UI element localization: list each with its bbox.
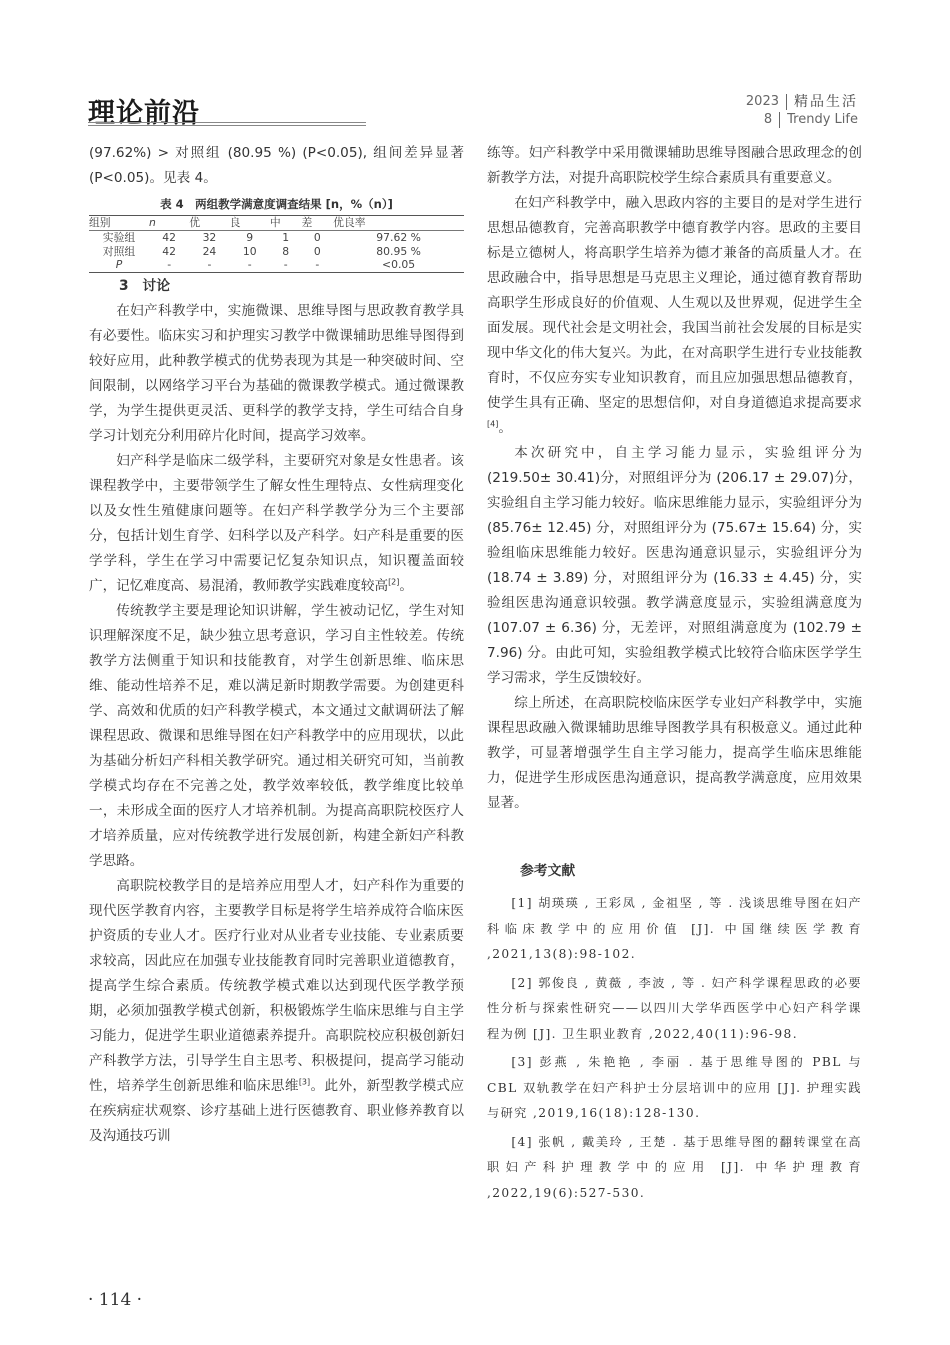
table-cell: 80.95 % — [376, 244, 421, 258]
journal-issue: 8 — [763, 112, 773, 127]
right-column — [487, 141, 862, 1209]
paragraph-text: 妇产科学是临床二级学科，主要研究对象是女性患者。该课程教学中，主要带领学生了解女性生理特点、女性病理变化以及女性生殖健康问题等。在妇产科学教学分为三个主要部分，包括计划生育学、妇科学以及产科学。妇产科是重要的医学学科，学生在学习中需要记忆复杂知识点，知识覆盖面较广，记忆难度高、易混淆，教师教学实践难度较高 — [89, 452, 464, 594]
journal-name-en: Trendy Life — [787, 112, 858, 127]
reference-item: [1] 胡瑛瑛 , 王彩凤 , 金祖坚 , 等 . 浅谈思维导图在妇产科临床教学中的应用价值 [J]. 中国继续医学教育 ,2021,13(8):98-102. — [487, 896, 862, 961]
table-cell: 42 — [162, 244, 177, 258]
table-cell: - — [189, 258, 229, 272]
table-header-cell: 优 — [189, 216, 229, 231]
table-cell: 0 — [313, 231, 321, 244]
journal-name-cn: 精品生活 — [794, 94, 858, 110]
left-column — [89, 141, 464, 1149]
reference-list — [487, 891, 862, 1206]
header-separator — [779, 112, 780, 128]
journal-year: 2023 — [745, 94, 779, 109]
table-header-cell: n — [149, 216, 189, 231]
reference-item: [3] 彭燕 , 朱艳艳 , 李丽 . 基于思维导图的 PBL 与 CBL 双轨教学在妇产科护士分层培训中的应用 [J]. 护理实践与研究 ,2019,16(18):128-130. — [487, 1055, 862, 1120]
table-cell: - — [149, 258, 189, 272]
paragraph — [89, 874, 464, 1149]
reference-item: [4] 张帆 , 戴美玲 , 王楚 . 基于思维导图的翻转课堂在高职妇产科护理教学中的应用 [J]. 中华护理教育 ,2022,19(6):527-530. — [487, 1134, 862, 1200]
table-caption: 表 4 两组教学满意度调查结果 [n，%（n）] — [160, 197, 393, 211]
header-rule — [88, 122, 366, 126]
paragraph: 本次研究中，自主学习能力显示，实验组评分为 (219.50± 30.41)分，对照组评分为 (206.17 ± 29.07)分，实验组自主学习能力较好。临床思维能力显示，实验组评分为 (85.76± 12.45) 分，对照组评分为 (75.67± 15.64) 分，实验组临床思维能力较好。医患沟通意识显示，实验组评分为 (18.74 ± 3.89) 分，对照组评分为 (16.33 ± 4.45) 分，实验组医患沟通意识较强。教学满意度显示，实验组满意度为 (107.07 ± 6.36) 分，无差评，对照组满意度为 (102.79 ± 7.96) 分。由此可知，实验组教学模式比较符合临床医学学生学习需求，学生反馈较好。 — [487, 445, 862, 686]
paragraph — [89, 449, 464, 599]
paragraph-text: 。 — [399, 577, 413, 594]
paragraph — [487, 191, 862, 441]
section-title: 理论前沿 — [88, 98, 200, 129]
paragraph: 传统教学主要是理论知识讲解，学生被动记忆，学生对知识理解深度不足，缺少独立思考意识，学习自主性较差。传统教学方法侧重于知识和技能教育，对学生创新思维、临床思维、能动性培养不足，难以满足新时期教学需要。为创建更科学、高效和优质的妇产科教学模式，本文通过文献调研法了解课程思政、微课和思维导图在妇产科教学中的应用现状，以此为基础分析妇产科相关教学研究。通过相关研究可知，当前教学模式均存在不完善之处，教学效率较低，教学维度比较单一，未形成全面的医疗人才培养机制。为提高高职院校医疗人才培养质量，应对传统教学进行发展创新，构建全新妇产科教学思路。 — [89, 602, 464, 869]
table-header-row — [89, 216, 464, 231]
table-cell: - — [230, 258, 270, 272]
table-cell: 对照组 — [102, 244, 136, 258]
reference-item: [2] 郭俊良 , 黄薇 , 李波 , 等 . 妇产科学课程思政的必要性分析与探索性研究——以四川大学华西医学中心妇产科学课程为例 [J]. 卫生职业教育 ,2022,40(11):96-98. — [487, 975, 862, 1041]
references-heading: 参考文献 — [520, 863, 576, 879]
table-header-cell: 中 — [270, 216, 302, 231]
table-header-cell: 优良率 — [333, 216, 464, 231]
table-cell: <0.05 — [333, 258, 464, 272]
paragraph: 综上所述，在高职院校临床医学专业妇产科教学中，实施课程思政融入微课辅助思维导图教学具有积极意义。通过此种教学，可显著增强学生自主学习能力，提高学生临床思维能力，促进学生形成医患沟通意识，提高教学满意度，应用效果显著。 — [487, 695, 862, 811]
paragraph-text: 。此外，新型教学模式应在疾病症状观察、诊疗基础上进行医德教育、职业修养教育以及沟通技巧训 — [89, 1077, 465, 1144]
table-cell: 24 — [202, 244, 217, 258]
table-row — [89, 231, 464, 245]
table-cell: P — [89, 258, 149, 272]
table-cell: 42 — [162, 231, 177, 244]
citation: [4] — [487, 419, 499, 429]
table-cell: - — [270, 258, 302, 272]
journal-header — [746, 93, 858, 129]
table-row — [89, 258, 464, 272]
table-row — [89, 245, 464, 259]
table-header-cell: 差 — [302, 216, 334, 231]
citation: [3] — [298, 1076, 311, 1086]
table-cell: 1 — [282, 231, 290, 244]
satisfaction-table — [89, 215, 464, 273]
section-heading: 3 讨论 — [119, 277, 170, 294]
paragraph-text: 在妇产科教学中，融入思政内容的主要目的是对学生进行思想品德教育，完善高职教学中德育教学内容。思政的主要目标是立德树人，将高职学生培养为德才兼备的高质量人才。在思政融合中，指导思想是马克思主义理论，通过德育教育帮助高职学生形成良好的价值观、人生观以及世界观，促进学生全面发展。现代社会是文明社会，我国当前社会发展的目标是实现中华文化的伟大复兴。为此，在对高职学生进行专业技能教育时，不仅应夯实专业知识教育，而且应加强思想品德教育，使学生具有正确、坚定的思想信仰，对自身道德追求提高要求 — [487, 195, 862, 411]
table-cell: - — [302, 258, 334, 272]
paragraph: 在妇产科教学中，实施微课、思维导图与思政教育教学具有必要性。临床实习和护理实习教学中微课辅助思维导图得到较好应用，此种教学模式的优势表现为其是一种突破时间、空间限制，以网络学习平台为基础的微课教学模式。通过微课教学，为学生提供更灵活、更科学的教学支持，学生可结合自身学习计划充分利用碎片化时间，提高学习效率。 — [89, 302, 464, 444]
table-cell: 0 — [313, 244, 321, 258]
citation: [2] — [388, 576, 400, 586]
table-header-cell: 组别 — [89, 216, 149, 231]
header-separator — [786, 94, 787, 110]
paragraph: 练等。妇产科教学中采用微课辅助思维导图融合思政理念的创新教学方法，对提升高职院校学生综合素质具有重要意义。 — [487, 145, 862, 186]
table-cell: 97.62 % — [376, 231, 421, 244]
table-cell: 8 — [282, 244, 290, 258]
page-number: · 114 · — [88, 1290, 143, 1310]
paragraph-text: 高职院校教学目的是培养应用型人才，妇产科作为重要的现代医学教育内容，主要教学目标是将学生培养成符合临床医护资质的专业人才。医疗行业对从业者专业技能、专业素质要求较高，因此应在加强专业技能教育同时完善职业道德教育，提高学生综合素质。传统教学模式难以达到现代医学教学预期，必须加强教学模式创新，积极锻炼学生临床思维与自主学习能力，促进学生职业道德素养提升。高职院校应积极创新妇产科教学方法，引导学生自主思考、积极提问，提高学习能动性，培养学生创新思维和临床思维 — [89, 877, 464, 1094]
table-cell: 9 — [246, 231, 254, 244]
table-cell: 10 — [242, 244, 257, 258]
table-cell: 32 — [202, 231, 217, 244]
table-header-cell: 良 — [230, 216, 270, 231]
table-cell: 实验组 — [102, 231, 136, 244]
paragraph: (97.62%) > 对照组 (80.95 %) (P<0.05), 组间差异显著 (P<0.05)。见表 4。 — [89, 145, 464, 186]
paragraph-text: 。 — [498, 420, 512, 436]
